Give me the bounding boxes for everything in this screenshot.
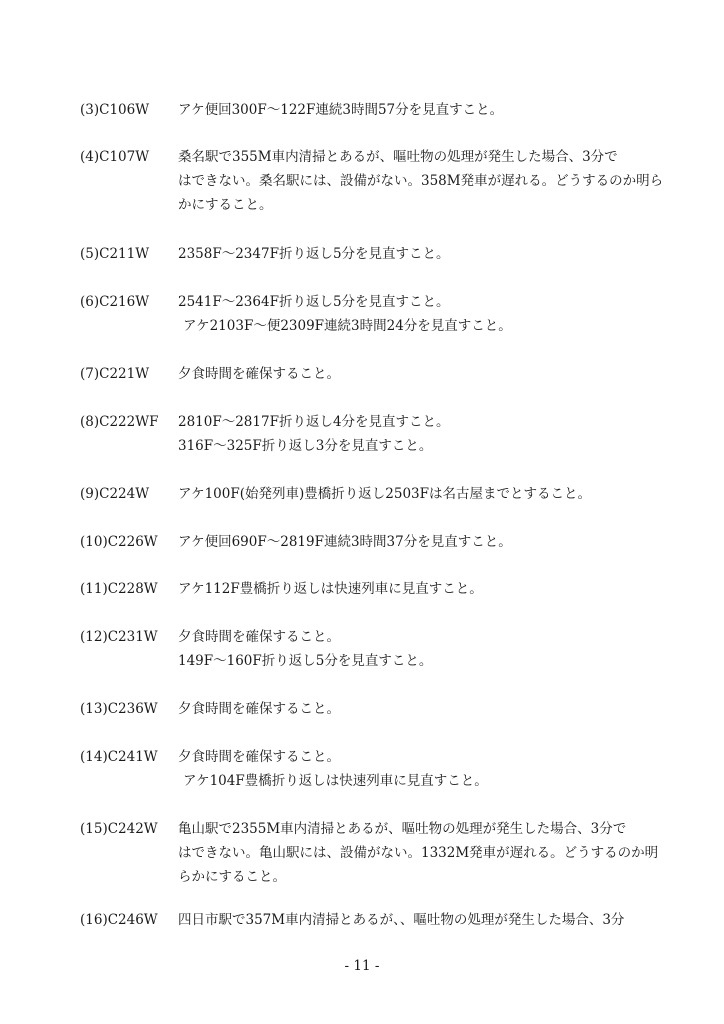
- entry-line: らかにすること。: [178, 869, 286, 885]
- entry-number: (10)C226W: [80, 534, 158, 550]
- entry-text: 2541F～2364F折り返し5分を見直すこと。: [178, 294, 450, 310]
- entry-7: [80, 362, 660, 386]
- entry-text: 夕食時間を確保すること。: [178, 749, 340, 765]
- entry-number: (11)C228W: [80, 581, 158, 597]
- entry-line: [80, 145, 660, 169]
- entry-number: (3)C106W: [80, 102, 150, 118]
- entry-number: (8)C222WF: [80, 414, 159, 430]
- entry-line: [80, 530, 660, 554]
- entry-text: 2810F～2817F折り返し4分を見直すこと。: [178, 414, 450, 430]
- entry-line: [80, 242, 660, 266]
- entry-number: (5)C211W: [80, 246, 150, 262]
- entry-3: [80, 98, 660, 122]
- entry-text: アケ便回690F～2819F連続3時間37分を見直すこと。: [178, 534, 512, 550]
- entry-line: [80, 908, 660, 932]
- entry-text: 亀山駅で2355M車内清掃とあるが、嘔吐物の処理が発生した場合、3分で: [178, 821, 627, 837]
- entry-9: [80, 482, 660, 506]
- entry-line: かにすること。: [178, 197, 273, 213]
- entry-line: はできない。亀山駅には、設備がない。1332M発車が遅れる。どうするのか明: [178, 845, 659, 861]
- entry-line: はできない。桑名駅には、設備がない。358M発車が遅れる。どうするのか明ら: [178, 173, 664, 189]
- entry-number: (4)C107W: [80, 149, 150, 165]
- entry-line: [80, 577, 660, 601]
- entry-number: (12)C231W: [80, 629, 158, 645]
- entry-line: アケ2103F～便2309F連続3時間24分を見直すこと。: [183, 318, 512, 334]
- entry-10: [80, 530, 660, 554]
- entry-6: [80, 290, 660, 338]
- entry-line: [80, 817, 660, 841]
- entry-5: [80, 242, 660, 266]
- entry-number: (7)C221W: [80, 366, 150, 382]
- entry-13: [80, 697, 660, 721]
- entry-line: [80, 625, 660, 649]
- entry-text: アケ100F(始発列車)豊橋折り返し2503Fは名古屋までとすること。: [178, 486, 591, 502]
- entry-text: アケ便回300F～122F連続3時間57分を見直すこと。: [178, 102, 504, 118]
- entry-11: [80, 577, 660, 601]
- entry-text: 桑名駅で355M車内清掃とあるが、嘔吐物の処理が発生した場合、3分で: [178, 149, 618, 165]
- entry-number: (16)C246W: [80, 912, 158, 928]
- entry-line: [80, 362, 660, 386]
- entry-line: [80, 697, 660, 721]
- entry-8: [80, 410, 660, 458]
- entry-number: (14)C241W: [80, 749, 158, 765]
- entry-14: [80, 745, 660, 793]
- entry-line: 149F～160F折り返し5分を見直すこと。: [178, 653, 433, 669]
- entry-text: 夕食時間を確保すること。: [178, 701, 340, 717]
- entry-number: (9)C224W: [80, 486, 150, 502]
- entry-text: 四日市駅で357M車内清掃とあるが、、嘔吐物の処理が発生した場合、3分: [178, 912, 625, 928]
- entry-16: [80, 908, 660, 932]
- entry-4: [80, 145, 664, 217]
- entry-line: アケ104F豊橋折り返しは快速列車に見直すこと。: [183, 773, 488, 789]
- entry-line: [80, 745, 660, 769]
- entry-text: 夕食時間を確保すること。: [178, 629, 340, 645]
- entry-line: [80, 98, 660, 122]
- entry-line: 316F～325F折り返し3分を見直すこと。: [178, 438, 433, 454]
- entry-line: [80, 290, 660, 314]
- entry-number: (13)C236W: [80, 701, 158, 717]
- entry-line: [80, 410, 660, 434]
- entry-text: アケ112F豊橋折り返しは快速列車に見直すこと。: [178, 581, 483, 597]
- entry-number: (6)C216W: [80, 294, 150, 310]
- entry-12: [80, 625, 660, 673]
- page-number: - 11 -: [344, 958, 380, 974]
- entry-text: 2358F～2347F折り返し5分を見直すこと。: [178, 246, 450, 262]
- entry-line: [80, 482, 660, 506]
- entry-number: (15)C242W: [80, 821, 158, 837]
- entry-text: 夕食時間を確保すること。: [178, 366, 340, 382]
- entry-15: [80, 817, 660, 889]
